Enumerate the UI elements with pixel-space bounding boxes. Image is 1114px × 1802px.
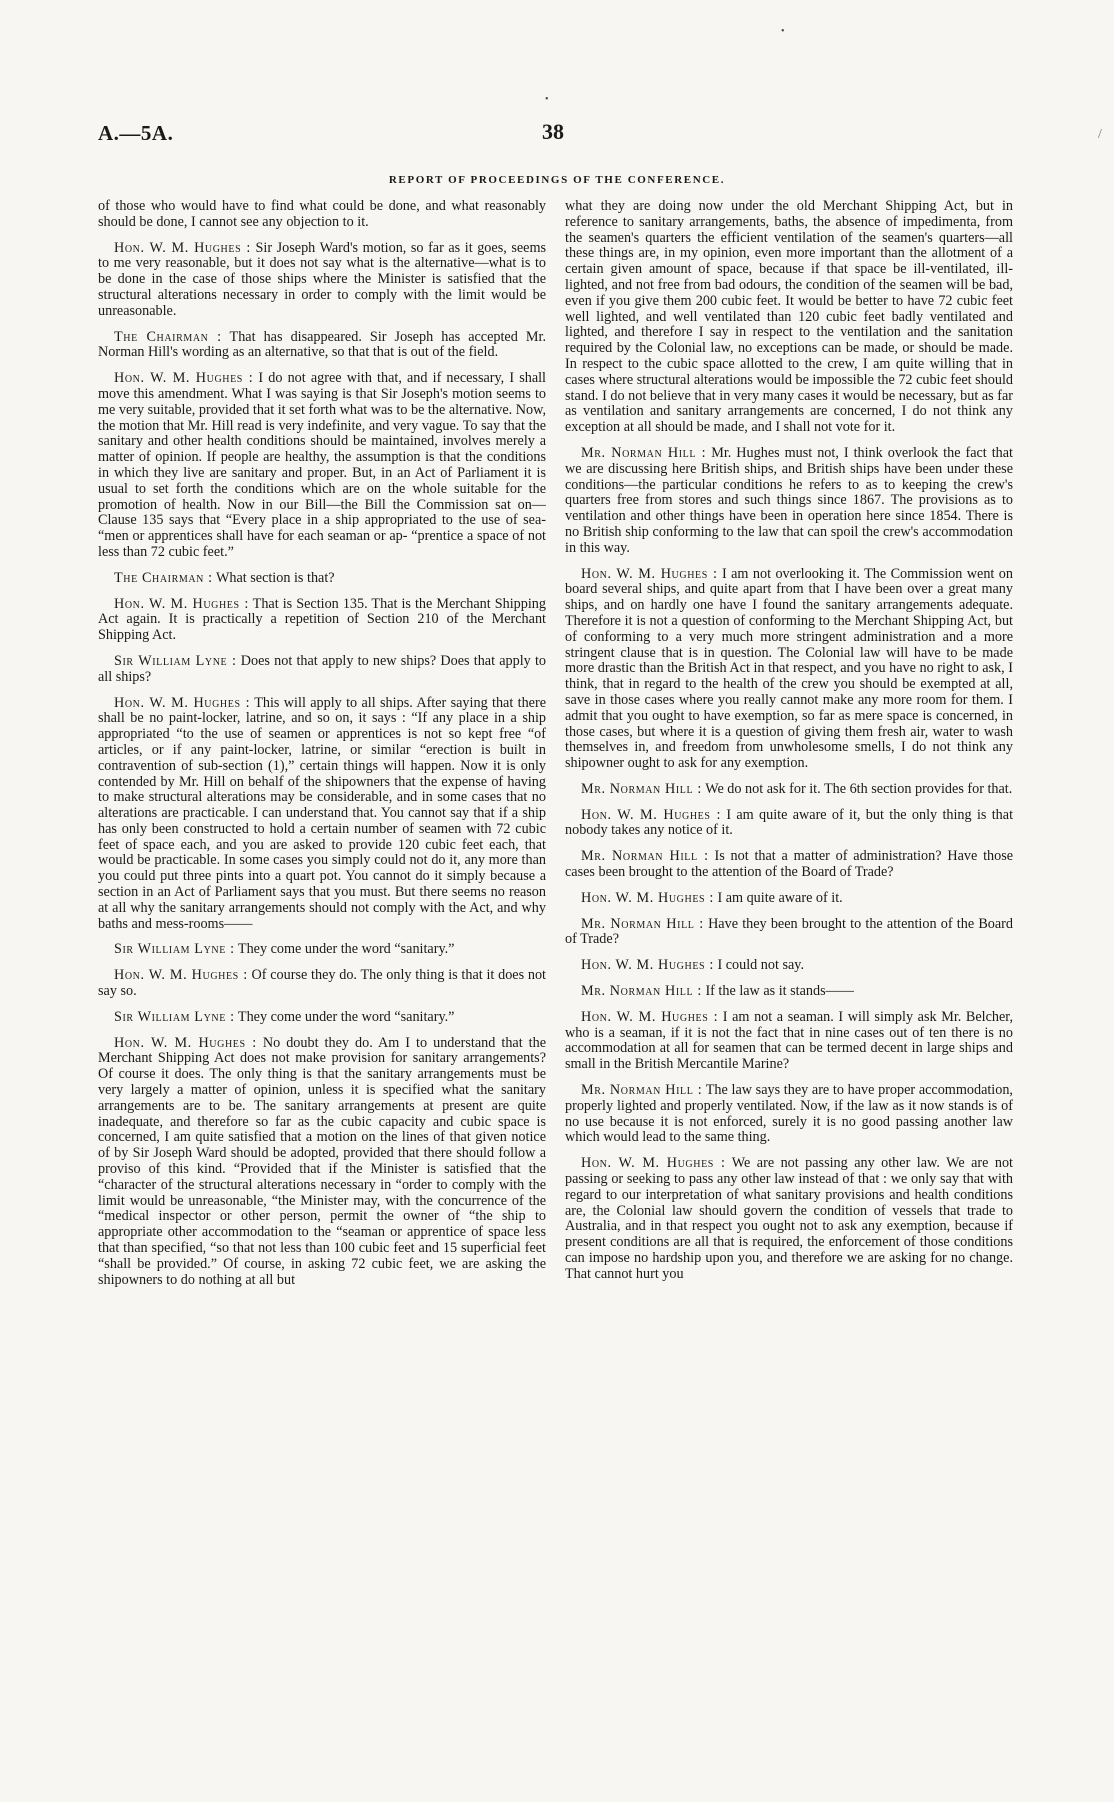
paragraph [98, 241, 546, 320]
speech-text: Of course they do. The only thing is that it does not say so. [98, 967, 546, 1000]
scan-speck-mid: • [545, 94, 549, 105]
speech-text: They come under the word “sanitary.” [237, 941, 455, 958]
speaker-name: Hon. W. M. Hughes : [581, 1008, 719, 1025]
speech-text: I am quite aware of it. [717, 889, 843, 906]
speech-text: of those who would have to find what could be done, and what reasonably should be done, I cannot see any objection to it. [98, 198, 546, 230]
speaker-name: Mr. Norman Hill : [581, 983, 702, 1000]
speech-text: I do not agree with that, and if necessary, I shall move this amendment. What I was saying is that Sir Joseph's motion seems to me very suitable, provided that it set forth what was to be the alternative. Now, the motion that Mr. Hill read is very indefinite, and very vague. To say that the sanitary and other health conditions should be maintained, involves merely a matter of opinion. If people are healthy, the assumption is that the conditions in which they live are sanitary and proper. But, in an Act of Parliament it is usual to set forth the conditions which are on the whole suitable for the promotion of health. Now in our Bill—the Bill the Commission sat on—Clause 135 says that “Every place in a ship appropriated to the use of sea- “men or apprentices shall have for each seaman or ap- “prentice a space of not less than 72 cubic feet.” [98, 370, 546, 560]
paragraph [98, 942, 546, 958]
paragraph [98, 371, 546, 561]
speaker-name: Hon. W. M. Hughes : [581, 957, 714, 974]
paragraph [98, 1036, 546, 1289]
left-column [98, 199, 546, 1298]
speaker-name: Sir William Lyne : [114, 941, 235, 958]
speaker-name: The Chairman : [114, 328, 222, 345]
speech-text: We are not passing any other law. We are not passing or seeking to pass any other law instead of that : we only say that with regard to our interpretation of what sanitary provisions and health conditions are, the Colonial law should govern the condition of vessels that trade to Australia, and in that respect you ought not to ask any exemption, because if present conditions are all that is required, the enforcement of those conditions can impose no hardship upon you, and therefore we are asking for no change. That cannot hurt you [565, 1155, 1013, 1282]
paragraph [565, 446, 1013, 557]
speaker-name: Hon. W. M. Hughes : [114, 1034, 257, 1051]
paragraph [565, 891, 1013, 907]
paragraph [98, 654, 546, 686]
speaker-name: Hon. W. M. Hughes : [114, 967, 248, 984]
speaker-name: Mr. Norman Hill : [581, 1082, 703, 1099]
speech-text: They come under the word “sanitary.” [237, 1008, 455, 1025]
speech-text: I am not overlooking it. The Commission went on board several ships, and quite apart from that I have been over a great many ships, and on hardly one have I found the sanitary arrangements adequate. Therefore it is not a question of conforming to the Merchant Shipping Act, but of conforming to a very much more stringent administration and a more stringent clause that is in question. The Colonial law will have to be made more drastic than the British Act in that respect, and you have no right to ask, I think, that in regard to the health of the crew you should be exempted at all, save in those cases where you really cannot make any more room for them. I admit that you ought to have exemption, so far as mere space is concerned, in those cases, but where it is a question of giving them fresh air, water to wash themselves in, and freedom from unwholesome smells, I do not think any shipowner ought to ask for any exemption. [565, 565, 1013, 772]
paragraph [565, 1156, 1013, 1282]
speaker-name: Hon. W. M. Hughes : [114, 694, 251, 711]
paragraph [565, 808, 1013, 840]
paragraph [98, 597, 546, 644]
speaker-name: Hon. W. M. Hughes : [581, 806, 721, 823]
paragraph [98, 571, 546, 587]
speech-text: Does not that apply to new ships? Does that apply to all ships? [98, 652, 546, 685]
page-number: 38 [542, 119, 564, 144]
speech-text: I am quite aware of it, but the only thing is that nobody takes any notice of it. [565, 806, 1014, 839]
paragraph [565, 199, 1013, 436]
speaker-name: Mr. Norman Hill : [581, 915, 704, 932]
paragraph [565, 782, 1013, 798]
scan-speck-top: • [781, 26, 785, 37]
paragraph [98, 330, 546, 362]
speech-text: We do not ask for it. The 6th section provides for that. [705, 780, 1013, 797]
paragraph [565, 1010, 1013, 1073]
speech-text: What section is that? [215, 569, 335, 586]
speech-text: I am not a seaman. I will simply ask Mr. Belcher, who is a seaman, if it is not the fact that in nine cases out of ten there is no accommodation at all for seamen that can be termed decent in large ships and small in the British Mercantile Marine? [565, 1008, 1014, 1073]
speech-text: If the law as it stands—— [705, 983, 854, 1000]
speech-text: Have they been brought to the attention of the Board of Trade? [565, 915, 1013, 948]
speaker-name: Mr. Norman Hill : [581, 780, 702, 797]
paragraph [98, 1010, 546, 1026]
paragraph [565, 567, 1013, 772]
speech-text: what they are doing now under the old Merchant Shipping Act, but in reference to sanitary arrangements, baths, the absence of impedimenta, from the seamen's quarters the efficient ventilation of the seamen's quarters—all these things are, in my opinion, even more important than the allotment of a certain given amount of space, because if that space be ill-ventilated, ill-lighted, and not free from bad odours, the condition of the seamen will be bad, even if you give them 200 cubic feet. It would be better to have 72 cubic feet well lighted, and well ventilated than 120 cubic feet badly ventilated and lighted, and therefore I say in respect to the ventilation and the sanitation required by the Colonial law, no exceptions can be made, or should be made. In respect to the cubic space allotted to the crew, I am quite willing that in cases where structural alterations would be impossible the 72 cubic feet should stand. I do not believe that in very many cases it would be necessary, but as far as ventilation and sanitary arrangements are concerned, I do not think any exception at all should be made, and I shall not vote for it. [565, 198, 1013, 436]
speech-text: That is Section 135. That is the Merchant Shipping Act again. It is practically a repetition of Section 210 of the Merchant Shipping Act. [98, 595, 546, 644]
speaker-name: Hon. W. M. Hughes : [114, 595, 249, 612]
speaker-name: Mr. Norman Hill : [581, 848, 709, 865]
speech-text: I could not say. [717, 957, 804, 974]
paragraph [565, 984, 1013, 1000]
scan-mark-right: / [1098, 127, 1102, 142]
speaker-name: Sir William Lyne : [114, 652, 237, 669]
speaker-name: Hon. W. M. Hughes : [114, 370, 254, 387]
speech-text: Is not that a matter of administration? Have those cases been brought to the attention of the Board of Trade? [565, 848, 1014, 881]
speaker-name: Hon. W. M. Hughes : [581, 565, 718, 582]
speaker-name: Hon. W. M. Hughes : [114, 239, 251, 256]
paragraph [98, 968, 546, 1000]
speaker-name: Hon. W. M. Hughes : [581, 889, 714, 906]
speech-text: No doubt they do. Am I to understand that the Merchant Shipping Act does not make provision for sanitary arrangements? Of course it does. The only thing is that the sanitary arrangements must be very largely a matter of opinion, unless it is specified what the sanitary arrangements are to be. The sanitary arrangements at present are quite inadequate, and therefore so far as the cubic capacity and cubic space is concerned, I am quite satisfied that a motion on the lines of that given notice of by Sir Joseph Ward should be adopted, provided that there should follow a proviso of this kind. “Provided that if the Minister is satisfied that the “character of the structural alterations necessary in “order to comply with the limit would be unreasonable, “the Minister may, with the concurrence of the “medical inspector or other person, permit the owner of “the ship to appropriate other accommodation to the “seaman or apprentice of space less that than specified, “so that not less than 100 cubic feet and 15 superficial feet “shall be provided.” Of course, in asking 72 cubic feet, we are asking the shipowners to do nothing at all but [98, 1034, 547, 1288]
paragraph [565, 958, 1013, 974]
speech-text: Mr. Hughes must not, I think overlook the fact that we are discussing here British ships, and British ships have been under these conditions—the particular conditions he refers to as to keeping the crew's quarters free from stores and such things since 1867. The provisions as to ventilation and other things have been in operation here since 1854. There is no British ship conforming to the law that can spoil the crew's accommodation in this way. [565, 444, 1014, 556]
paragraph [565, 917, 1013, 949]
paragraph [565, 849, 1013, 881]
speaker-name: Hon. W. M. Hughes : [581, 1155, 726, 1172]
paragraph [565, 1083, 1013, 1146]
speaker-name: Mr. Norman Hill : [581, 444, 707, 461]
speaker-name: The Chairman : [114, 569, 213, 586]
paragraph [98, 696, 546, 933]
speech-text: That has disappeared. Sir Joseph has accepted Mr. Norman Hill's wording as an alternative, so that that is out of the field. [98, 328, 546, 361]
paragraph [98, 199, 546, 231]
speaker-name: Sir William Lyne : [114, 1008, 235, 1025]
running-header: REPORT OF PROCEEDINGS OF THE CONFERENCE. [388, 174, 726, 186]
speech-text: Sir Joseph Ward's motion, so far as it goes, seems to me very reasonable, but it does not say what is the alternative—what is to be done in the case of those ships where the Minister is satisfied that the structural alterations necessary in order to comply with the limit would be unreasonable. [98, 239, 547, 319]
speech-text: The law says they are to have proper accommodation, properly lighted and properly ventilated. Now, if the law as it now stands is of no use because it is not enforced, surely it is no good passing another law which would lead to the same thing. [565, 1082, 1013, 1146]
right-column [565, 199, 1013, 1293]
speech-text: This will apply to all ships. After saying that there shall be no paint-locker, latrine, and so on, it says : “If any place in a ship appropriated “to the use of seamen or apprentices is not so kept free “of articles, or if any paint-locker, latrine, or similar “erection is built in contravention of sub-section (1),” certain things will happen. Now it is only contended by Mr. Hill on behalf of the shipowners that the expense of having to make structural alterations may be considerable, and in some cases that no alterations are practicable. I can understand that. You cannot say that if a ship has only been constructed to hold a certain number of seamen with 72 cubic feet of space each, and you are asked to provide 120 cubic feet each, that would be practicable. In some cases you simply could not do it, any more than you could put three pints into a quart pot. You cannot do it simply because a section in an Act of Parliament says that you must. But there seems no reason at all why the sanitary arrangements should not comply with the Act, and why baths and mess-rooms—— [98, 694, 546, 932]
document-reference: A.—5A. [98, 121, 174, 145]
